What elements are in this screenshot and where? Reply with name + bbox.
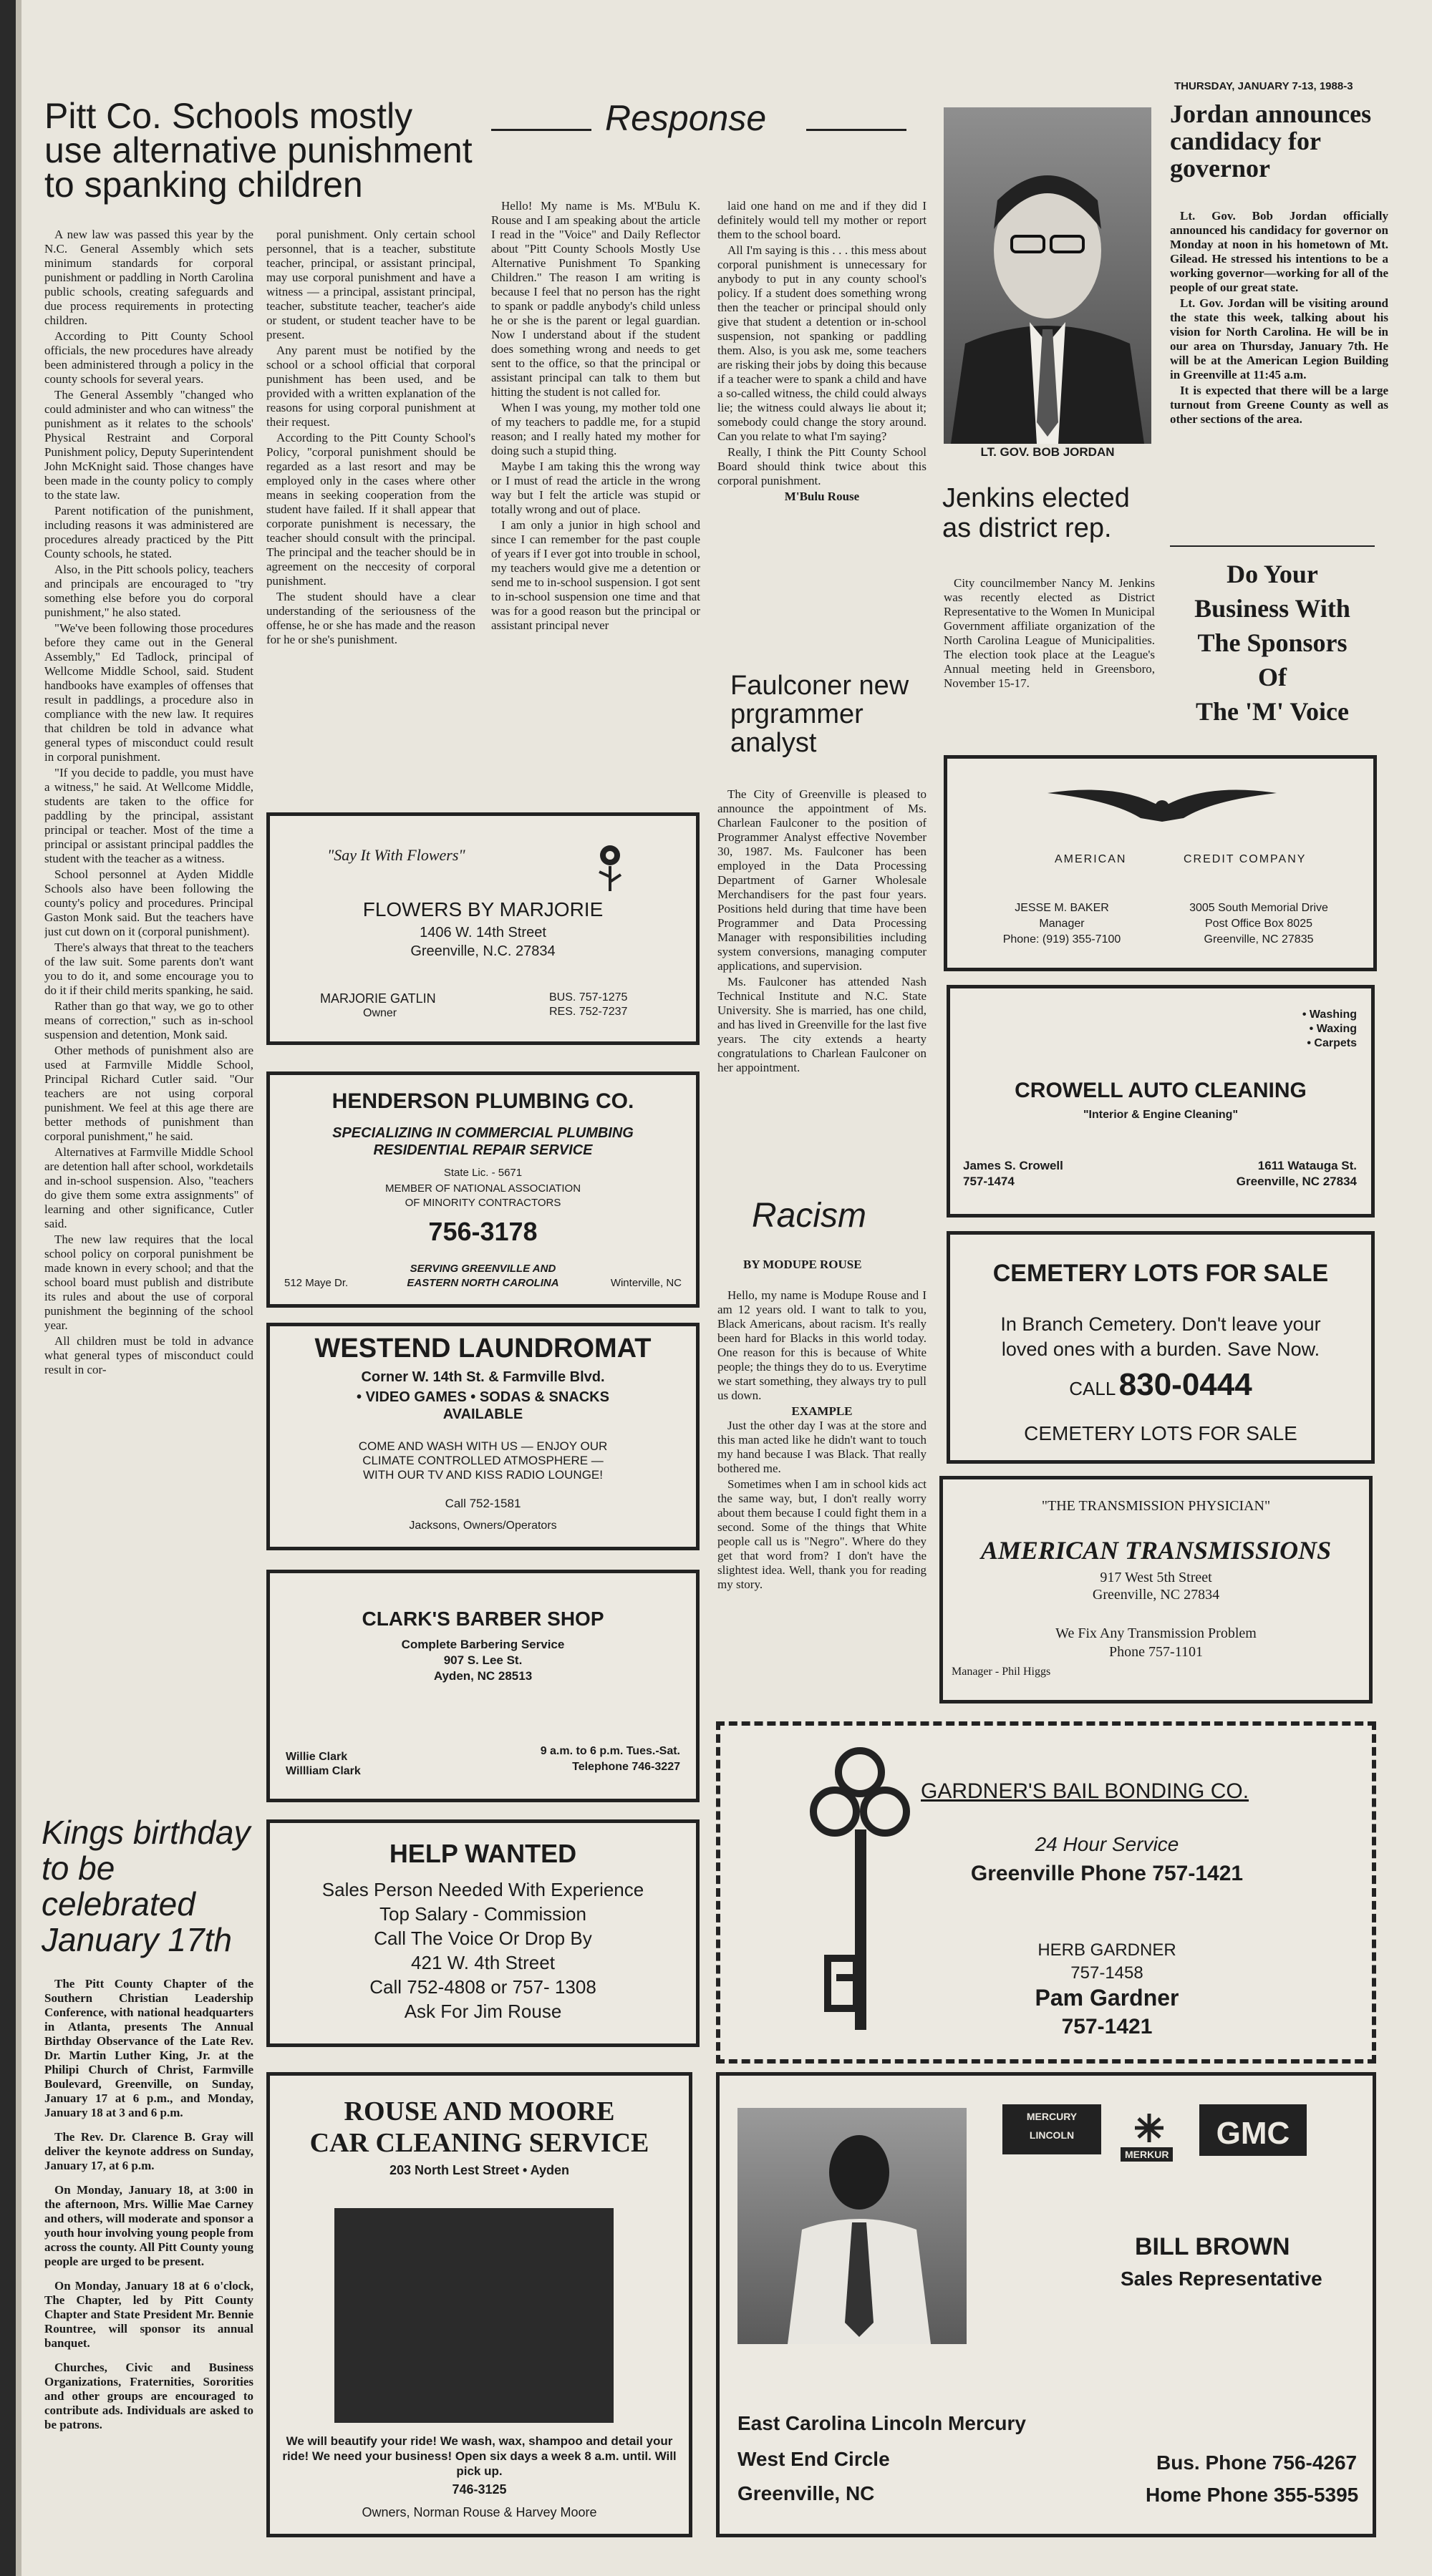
flowers-city: Greenville, N.C. 27834	[410, 943, 556, 959]
help-title: HELP WANTED	[389, 1839, 577, 1868]
faulconer-article	[717, 787, 927, 1188]
ad-american-transmissions	[939, 1476, 1373, 1703]
crowell-address: 1611 Watauga St.	[1257, 1159, 1357, 1172]
pitt-para: Other methods of punishment also are used at Farmville Middle School, Principal Richard Cutler said. "Our teachers are not using corporal punishment. We feel at this age there are better methods of punishment than corporal punishment," he said.	[44, 1044, 253, 1143]
westend-name: WESTEND LAUNDROMAT	[314, 1333, 652, 1364]
jordan-para: Lt. Gov. Jordan will be visiting around the state this week, talking about his vision for North Carolina. He will be in our area on Thursday, January 7th. He will be at the American Legion Building in Greenville at 11:45 a.m.	[1170, 296, 1388, 381]
brand-mercury-lincoln	[1002, 2104, 1101, 2154]
dealer-bus-phone: Bus. Phone 756-4267	[1156, 2451, 1358, 2474]
clarks-telephone: Telephone 746-3227	[572, 1761, 680, 1773]
flowers-res-phone: RES. 752-7237	[549, 1006, 628, 1018]
brand-merkur: MERKUR	[1121, 2147, 1173, 2162]
pitt-column-2	[266, 228, 475, 800]
ad-henderson-plumbing	[266, 1071, 700, 1308]
trans-address-1: 917 West 5th Street	[1100, 1570, 1212, 1585]
bail-person-2: Pam Gardner	[1035, 1985, 1179, 2011]
ad-crowell-auto-cleaning	[947, 985, 1375, 1217]
help-line: Ask For Jim Rouse	[404, 2001, 562, 2022]
trans-manager: Manager - Phil Higgs	[952, 1666, 1051, 1678]
kings-para: On Monday, January 18 at 6 o'clock, The Chapter, led by Pitt County Chapter and State President Mr. Bennie Rountree, will sponsor its annual banquet.	[44, 2279, 253, 2350]
flowers-bus-phone: BUS. 757-1275	[549, 991, 628, 1003]
ad-westend-laundromat	[266, 1323, 700, 1550]
westend-phone: Call 752-1581	[445, 1497, 521, 1510]
sponsors-line: Of	[1258, 663, 1287, 691]
henderson-city: Winterville, NC	[610, 1277, 682, 1289]
jordan-headline: Jordan announces candidacy for governor	[1170, 99, 1372, 183]
jenkins-headline: Jenkins elected as district rep.	[942, 483, 1130, 543]
ad-help-wanted	[266, 1819, 700, 2047]
bail-service: 24 Hour Service	[1035, 1833, 1179, 1855]
westend-owners: Jacksons, Owners/Operators	[409, 1520, 557, 1532]
response-rule-left	[491, 129, 591, 131]
trans-tagline: "THE TRANSMISSION PHYSICIAN"	[1041, 1498, 1271, 1514]
clarks-service: Complete Barbering Service	[401, 1638, 565, 1651]
henderson-license: State Lic. - 5671	[443, 1167, 523, 1179]
pitt-para: According to the Pitt County School's Policy, "corporal punishment should be regarded as a last resort and may be employed only in the cases where other means in seeking cooperation from the student have failed. If it shall appear that corporate punishment is necessary, the teacher should consult with the principal. The principal and the teacher should be in agreement on the neccesity of corporal punishment.	[266, 431, 475, 588]
racism-headline: Racism	[752, 1197, 867, 1235]
kings-para: The Pitt County Chapter of the Southern Christian Leadership Conference, with national headquarters in Atlanta, presents The Annual Birthday Observance of the Late Rev. Dr. Martin Luther King, Jr. at the Philipi Church of Christ, Farmville Boulevard, Greenville, on Sunday, January 17 at 6 p.m., and Monday, January 18 at 3 and 6 p.m.	[44, 1977, 253, 2119]
response-title: Response	[605, 98, 767, 138]
rouse-title-1: ROUSE AND MOORE	[344, 2096, 615, 2127]
ad-rouse-and-moore	[266, 2072, 692, 2537]
flowers-owner-role: Owner	[363, 1007, 397, 1019]
pitt-column-1	[44, 228, 253, 1788]
pitt-para: According to Pitt County School officials, the new procedures have already been administered through a policy in the county schools for several years.	[44, 329, 253, 386]
bob-jordan-photo	[944, 107, 1151, 444]
pitt-para: Any parent must be notified by the school or a school official that corporal punishment has been used, and be provided with a written explanation of the reasons for using corporal punishment at their request.	[266, 344, 475, 429]
help-line: Sales Person Needed With Experience	[321, 1879, 644, 1900]
page-binding-edge	[0, 0, 16, 2576]
credit-contact-role: Manager	[1039, 918, 1085, 930]
westend-line1: • VIDEO GAMES • SODAS & SNACKS	[357, 1389, 609, 1405]
help-line: Call 752-4808 or 757- 1308	[369, 1976, 596, 1998]
pitt-para: Parent notification of the punishment, including reasons it was administered are procedures already practiced by the Pitt County schools, he stated.	[44, 504, 253, 560]
response-para: laid one hand on me and if they did I definitely would tell my mother or report them to the school board.	[717, 199, 927, 241]
clarks-person-1: Willie Clark	[286, 1751, 348, 1763]
henderson-name: HENDERSON PLUMBING CO.	[332, 1089, 634, 1113]
cemetery-call: CALL	[1069, 1378, 1116, 1399]
henderson-phone: 756-3178	[428, 1217, 538, 1246]
jordan-caption: LT. GOV. BOB JORDAN	[980, 445, 1115, 459]
response-column-1	[491, 199, 700, 800]
henderson-serving2: EASTERN NORTH CAROLINA	[407, 1277, 559, 1289]
racism-para: Sometimes when I am in school kids act the same way, but, I don't really worry about them because I could fight them in a second. Some of the things that White people call us is "Negro". Where do they get that word from? I don't have the slightest idea. Well, thank you for reading my story.	[717, 1477, 927, 1591]
racism-byline: BY MODUPE ROUSE	[743, 1258, 862, 1271]
rouse-address: 203 North Lest Street • Ayden	[389, 2163, 570, 2177]
pitt-para: School personnel at Ayden Middle Schools also have been following the county's policy and procedures. Principal Gaston Monk said. But the teachers have just cut down on it (corporal punishment).	[44, 867, 253, 938]
kings-para: On Monday, January 18, at 3:00 in the afternoon, Mrs. Willie Mae Carney and others, will moderate and sponsor a youth hour involving young people from across the county. All Pitt County young people are urged to be present.	[44, 2183, 253, 2268]
rouse-body: We will beautify your ride! We wash, wax, shampoo and detail your ride! We need your business! Open six days a week 8 a.m. until. Will pick up.	[282, 2434, 677, 2478]
bail-person-1-phone: 757-1458	[1070, 1963, 1143, 1983]
bail-name: GARDNER'S BAIL BONDING CO.	[921, 1779, 1249, 1803]
portrait-silhouette-icon	[944, 107, 1151, 444]
clarks-address: 907 S. Lee St.	[443, 1653, 523, 1667]
credit-phone: Phone: (919) 355-7100	[1002, 933, 1121, 946]
pitt-para: Alternatives at Farmville Middle School are detention hall after school, workdetails and in-school suspension. Also, "teachers do give them some extra assignments" of learning and other significance, Cutler said.	[44, 1145, 253, 1230]
faulconer-headline: Faulconer new prgrammer analyst	[730, 671, 909, 758]
pitt-para: The student should have a clear understanding of the seriousness of the offense, he or she has made and the reason for he or she's punishment.	[266, 590, 475, 646]
henderson-member1: MEMBER OF NATIONAL ASSOCIATION	[384, 1182, 581, 1195]
cemetery-line-1: In Branch Cemetery. Don't leave your	[1000, 1313, 1321, 1335]
kings-article	[44, 1977, 253, 2542]
pitt-para: The new law requires that the local school policy on corporal punishment be made known in every school; and that the school board must publish and distribute its rules and about the use of corporal punishment the beginning of the school year.	[44, 1233, 253, 1332]
help-line: Call The Voice Or Drop By	[374, 1928, 592, 1949]
clarks-city: Ayden, NC 28513	[433, 1669, 533, 1683]
ad-lincoln-mercury	[716, 2072, 1376, 2537]
crowell-service: • Waxing	[1309, 1023, 1357, 1035]
dealer-address: West End Circle	[737, 2448, 890, 2470]
response-para: I am only a junior in high school and since I can remember for the past couple of years if I ever got into trouble in school, my teachers would give me a detention or send me to in-school suspension. I got sent to in-school suspension one time and that was for a good reason but the principal or assistant principal never	[491, 518, 700, 632]
ad-gardners-bail-bonding	[716, 1721, 1376, 2064]
bail-person-1: HERB GARDNER	[1037, 1940, 1176, 1960]
response-para: All I'm saying is this . . . this mess about corporal punishment is unnecessary for anybody to put in any county school's policy. If a student does something wrong then the teacher or principal should only give that student a detention or in-school suspension, not spanking or paddling them. Also, is you ask me, some teachers are risking their jobs by doing this because if a teacher were to spank a child and have a so-called witness, the child could always lie; the witness could always lie about it; somebody could change the story around. Can you relate to what I'm saying?	[717, 243, 927, 443]
page-shadow	[16, 0, 21, 2576]
faulconer-para: The City of Greenville is pleased to announce the appointment of Ms. Charlean Faulconer to the position of Programmer Analyst effective November 30, 1987. Ms. Faulconer has been employed in the Data Processing Department of Garner Wholesale Merchandisers for the past four years. Positions held during that time have been Programmer and Data Processing Manager with responsibilities including system conversions, managing computer applications, and supervision.	[717, 787, 927, 973]
sponsors-line: Business With	[1194, 594, 1350, 623]
racism-article	[717, 1288, 927, 1703]
flowers-address: 1406 W. 14th Street	[420, 925, 546, 941]
crowell-name: CROWELL AUTO CLEANING	[1015, 1079, 1307, 1102]
bail-person-2-phone: 757-1421	[1061, 2015, 1153, 2038]
ad-clarks-barber-shop	[266, 1570, 700, 1802]
bail-phone: Greenville Phone 757-1421	[970, 1862, 1244, 1885]
response-para: Hello! My name is Ms. M'Bulu K. Rouse and I am speaking about the article I read in the "Voice" and Daily Reflector about "Pitt County Schools Mostly Use Alternative Punishment To Spanking Children." The reason I am writing is because I feel that no person has the right to spank or paddle anybody's child unless he or she is the parent or legal guardian. Now I understand about if the student does something wrong and needs to get sent to the office, so that the principal or assistant principal can talk to them but hitting the student is not called for.	[491, 199, 700, 399]
pitt-para: "We've been following those procedures before they came out in the General Assembly," Ed Tadlock, principal of Wellcome Middle School, said. Student handbooks have examples of offenses that result in paddlings, a procedure also in compliance with the new law. It requires that children be told in advance what general types of misconduct could result in corporal punishment.	[44, 621, 253, 764]
ad-flowers-by-marjorie	[266, 812, 700, 1045]
racism-subhead: EXAMPLE	[791, 1404, 853, 1418]
credit-address-1: 3005 South Memorial Drive	[1189, 902, 1328, 914]
response-rule-right	[806, 129, 906, 131]
brand-gmc: GMC	[1199, 2104, 1307, 2156]
flowers-name: FLOWERS BY MARJORIE	[362, 898, 604, 920]
merkur-logo-icon	[1128, 2110, 1171, 2146]
kings-headline: Kings birthday to be celebrated January 17th	[42, 1814, 251, 1958]
dealer-home-phone: Home Phone 355-5395	[1146, 2484, 1359, 2506]
trans-name: AMERICAN TRANSMISSIONS	[980, 1536, 1332, 1565]
response-para: When I was young, my mother told one of my teachers to paddle me, for a stupid reason; and I really hated my mother for doing such a stupid thing.	[491, 401, 700, 457]
crowell-person: James S. Crowell	[963, 1159, 1063, 1172]
trans-phone: Phone 757-1101	[1109, 1644, 1203, 1660]
help-line: Top Salary - Commission	[379, 1903, 586, 1925]
jordan-para: Lt. Gov. Bob Jordan officially announced his candidacy for governor on Monday at noon in his hometown of Mt. Gilead. He stressed his intentions to be a working governor—working for all of the people of our great state.	[1170, 209, 1388, 294]
response-column-2	[717, 199, 927, 650]
pitt-para: There's always that threat to the teachers of the law suit. Some parents don't want you to do it, and some encourage you to do it if their child merits spanking, he said.	[44, 941, 253, 997]
credit-contact: JESSE M. BAKER	[1015, 902, 1109, 914]
bill-brown-photo	[737, 2108, 967, 2344]
sponsors-line: Do Your	[1227, 560, 1318, 588]
henderson-member2: OF MINORITY CONTRACTORS	[405, 1197, 561, 1209]
westend-corner: Corner W. 14th St. & Farmville Blvd.	[361, 1369, 605, 1385]
kings-para: The Rev. Dr. Clarence B. Gray will deliver the keynote address on Sunday, January 17, at 6 p.m.	[44, 2130, 253, 2172]
westend-line4: CLIMATE CONTROLLED ATMOSPHERE —	[362, 1454, 604, 1467]
flowers-slogan: "Say It With Flowers"	[327, 846, 465, 864]
henderson-line2: RESIDENTIAL REPAIR SERVICE	[373, 1142, 593, 1158]
sponsors-rule	[1170, 545, 1375, 547]
pitt-headline: Pitt Co. Schools mostly use alternative punishment to spanking children	[44, 96, 473, 205]
pitt-para: Rather than go that way, we go to other means of correction," such as in-school suspension and detention, Monk said.	[44, 999, 253, 1041]
response-para: Maybe I am taking this the wrong way or I must of read the article in the wrong way but I felt the article was stupid or totally wrong and out of place.	[491, 460, 700, 516]
rouse-photo	[334, 2208, 614, 2423]
racism-para: Just the other day I was at the store and this man acted like he didn't want to touch my hand because I was Black. That really bothered me.	[717, 1419, 927, 1475]
henderson-line1: SPECIALIZING IN COMMERCIAL PLUMBING	[332, 1125, 634, 1141]
flower-icon	[589, 837, 632, 895]
westend-line5: WITH OUR TV AND KISS RADIO LOUNGE!	[362, 1468, 603, 1482]
credit-address-3: Greenville, NC 27835	[1204, 933, 1314, 946]
ad-american-credit-company	[944, 755, 1377, 971]
issue-date: THURSDAY, JANUARY 7-13, 1988-3	[1174, 80, 1353, 92]
response-para: Really, I think the Pitt County School Board should think twice about this corporal punishment.	[717, 445, 927, 487]
jenkins-para: City councilmember Nancy M. Jenkins was recently elected as District Representative to the Women In Municipal Government affiliate organization of the North Carolina League of Municipalities. The election took place at the League's Annual meeting held in Greensboro, November 15-17.	[944, 576, 1155, 690]
sponsors-promo	[1170, 557, 1375, 729]
cemetery-footer: CEMETERY LOTS FOR SALE	[1024, 1422, 1297, 1444]
pitt-para: A new law was passed this year by the N.C. General Assembly which sets minimum standards for corporal punishment or paddling in North Carolina public schools, creating safeguards and due process requirements in protecting children.	[44, 228, 253, 327]
sponsors-line: The Sponsors	[1197, 628, 1348, 657]
jordan-article	[1170, 209, 1388, 524]
crowell-tagline: "Interior & Engine Cleaning"	[1083, 1109, 1239, 1121]
flowers-owner: MARJORIE GATLIN	[320, 991, 436, 1006]
crowell-service: • Washing	[1302, 1008, 1357, 1021]
clarks-name: CLARK'S BARBER SHOP	[362, 1608, 604, 1630]
eagle-icon	[1033, 779, 1291, 836]
bill-brown-name: BILL BROWN	[1135, 2233, 1290, 2260]
henderson-address: 512 Maye Dr.	[284, 1277, 349, 1289]
dealer-name: East Carolina Lincoln Mercury	[737, 2412, 1026, 2434]
credit-address-2: Post Office Box 8025	[1204, 918, 1312, 930]
cemetery-call-row	[950, 1367, 1371, 1403]
cemetery-line-2: loved ones with a burden. Save Now.	[1001, 1338, 1320, 1360]
jordan-para: It is expected that there will be a large turnout from Greene County as well as other sections of the area.	[1170, 384, 1388, 426]
crowell-phone: 757-1474	[963, 1175, 1015, 1188]
westend-line3: COME AND WASH WITH US — ENJOY OUR	[358, 1439, 608, 1453]
cemetery-title: CEMETERY LOTS FOR SALE	[992, 1260, 1329, 1287]
brand-lincoln: LINCOLN	[1029, 2129, 1075, 2141]
pitt-para: All children must be told in advance what general types of misconduct could result in cor-	[44, 1334, 253, 1376]
racism-para: Hello, my name is Modupe Rouse and I am 12 years old. I want to talk to you, Black Americans, about racism. It's really been hard for Blacks in this world today. One reason for this is because of White people; the things they do to us. Everytime we start something, they always try to pull us down.	[717, 1288, 927, 1402]
pitt-para: The General Assembly "changed who could administer and who can witness" the punishment as it relates to the schools' Physical Restraint and Corporal Punishment policy, Deputy Superintendent John McKnight said. Those changes have been made in the county policy to comply to the state law.	[44, 388, 253, 502]
sponsors-line: The 'M' Voice	[1196, 697, 1349, 726]
henderson-serving1: SERVING GREENVILLE AND	[410, 1263, 556, 1275]
credit-name-2: CREDIT COMPANY	[1184, 853, 1307, 865]
rouse-title-2: CAR CLEANING SERVICE	[309, 2128, 649, 2158]
bill-brown-role: Sales Representative	[1121, 2268, 1322, 2290]
crowell-service: • Carpets	[1307, 1037, 1357, 1049]
westend-line2: AVAILABLE	[442, 1406, 523, 1422]
help-line: 421 W. 4th Street	[411, 1952, 555, 1973]
jenkins-article	[944, 576, 1155, 741]
pitt-para: Also, in the Pitt schools policy, teachers and principals are encouraged to "try something else before you do corporal punishment," he also stated.	[44, 563, 253, 619]
trans-fix: We Fix Any Transmission Problem	[1055, 1625, 1257, 1641]
kings-para: Churches, Civic and Business Organizations, Fraternities, Sororities and other groups are encouraged to contribute ads. Individuals are asked to be patrons.	[44, 2361, 253, 2431]
rouse-owners: Owners, Norman Rouse & Harvey Moore	[362, 2505, 597, 2519]
clarks-hours: 9 a.m. to 6 p.m. Tues.-Sat.	[540, 1745, 680, 1757]
brand-mercury: MERCURY	[1026, 2111, 1078, 2122]
trans-address-2: Greenville, NC 27834	[1092, 1587, 1220, 1603]
pitt-para: poral punishment. Only certain school personnel, that is a teacher, substitute teacher, principal, or assistant principal, may use corporal punishment and have a witness — a principal, assistant principal, teacher, substitute teacher, teacher's aide or student, or student teacher have to be present.	[266, 228, 475, 341]
dealer-city: Greenville, NC	[737, 2482, 875, 2504]
crowell-city: Greenville, NC 27834	[1236, 1175, 1357, 1188]
response-signature: M'Bulu Rouse	[784, 490, 860, 503]
rouse-phone: 746-3125	[452, 2482, 507, 2497]
cemetery-phone: 830-0444	[1118, 1367, 1252, 1402]
faulconer-para: Ms. Faulconer has attended Nash Technical Institute and N.C. State University. She is married, has one child, and has lived in Greenville for the last five years. The city extends a hearty congratulations to Charlean Faulconer on her appointment.	[717, 975, 927, 1074]
clarks-person-2: Willliam Clark	[286, 1765, 361, 1777]
pitt-para: "If you decide to paddle, you must have a witness," he said. At Wellcome Middle, students are taken to the office for paddling by the principal, assistant principal or teacher. Most of the time a principal or assistant principal paddles the student with the teacher as a witness.	[44, 766, 253, 865]
salesman-silhouette-icon	[737, 2108, 967, 2344]
credit-name-1: AMERICAN	[1055, 853, 1127, 865]
ad-cemetery-lots	[947, 1231, 1375, 1464]
key-icon	[806, 1744, 914, 2044]
